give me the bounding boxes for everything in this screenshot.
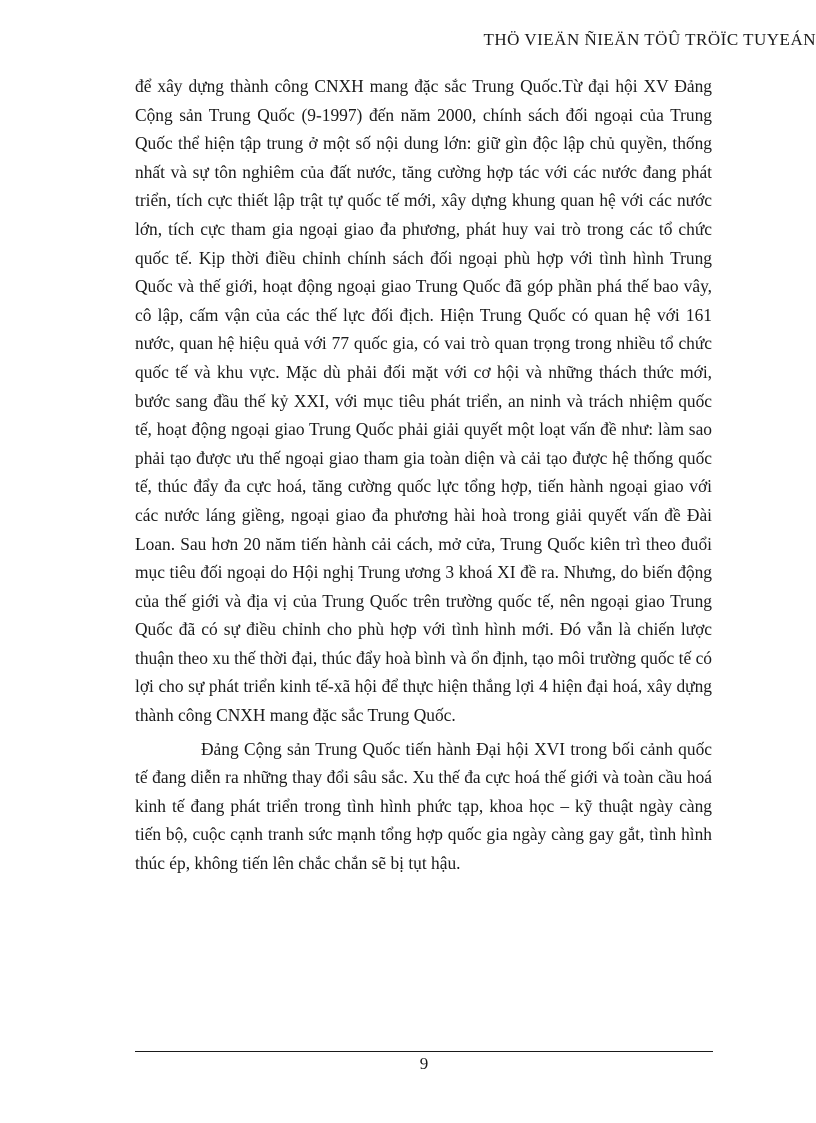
document-body: [135, 72, 712, 878]
paragraph-1: để xây dựng thành công CNXH mang đặc sắc Trung Quốc.Từ đại hội XV Đảng Cộng sản Trung Quốc (9-1997) đến năm 2000, chính sách đối ngoại của Trung Quốc thể hiện tập trung ở một số nội dung lớn: giữ gìn độc lập chủ quyền, thống nhất và sự tôn nghiêm của đất nước, tăng cường hợp tác với các nước đang phát triển, tích cực thiết lập trật tự quốc tế mới, xây dựng khung quan hệ với các nước lớn, tích cực tham gia ngoại giao đa phương, phát huy vai trò trong các tổ chức quốc tế. Kịp thời điều chỉnh chính sách đối ngoại phù hợp với tình hình Trung Quốc và thế giới, hoạt động ngoại giao Trung Quốc đã góp phần phá thế bao vây, cô lập, cấm vận của các thế lực đối địch. Hiện Trung Quốc có quan hệ với 161 nước, quan hệ hiệu quả với 77 quốc gia, có vai trò quan trọng trong nhiều tổ chức quốc tế và khu vực. Mặc dù phải đối mặt với cơ hội và những thách thức mới, bước sang đầu thế kỷ XXI, với mục tiêu phát triển, an ninh và trách nhiệm quốc tế, hoạt động ngoại giao Trung Quốc phải giải quyết một loạt vấn đề như: làm sao phải tạo được ưu thế ngoại giao tham gia toàn diện và cải tạo được hệ thống quốc tế, thúc đẩy đa cực hoá, tăng cường quốc lực tổng hợp, tiến hành ngoại giao với các nước láng giềng, ngoại giao đa phương hài hoà trong giải quyết vấn đề Đài Loan. Sau hơn 20 năm tiến hành cải cách, mở cửa, Trung Quốc kiên trì theo đuổi mục tiêu đối ngoại do Hội nghị Trung ương 3 khoá XI đề ra. Nhưng, do biến động của thế giới và địa vị của Trung Quốc trên trường quốc tế, nên ngoại giao Trung Quốc đã có sự điều chỉnh cho phù hợp với tình hình mới. Đó vẫn là chiến lược thuận theo xu thế thời đại, thúc đẩy hoà bình và ổn định, tạo môi trường quốc tế có lợi cho sự phát triển kinh tế-xã hội để thực hiện thắng lợi 4 hiện đại hoá, xây dựng thành công CNXH mang đặc sắc Trung Quốc.: [135, 76, 712, 726]
running-header: THÖ VIEÄN ÑIEÄN TÖÛ TRÖÏC TUYEÁN: [483, 30, 816, 49]
paragraph-2: Đảng Cộng sản Trung Quốc tiến hành Đại hội XVI trong bối cảnh quốc tế đang diễn ra những thay đổi sâu sắc. Xu thế đa cực hoá thế giới và toàn cầu hoá kinh tế đang phát triển trong tình hình phức tạp, khoa học – kỹ thuật ngày càng tiến bộ, cuộc cạnh tranh sức mạnh tổng hợp quốc gia ngày càng gay gắt, tình hình thúc ép, không tiến lên chắc chắn sẽ bị tụt hậu.: [135, 738, 712, 874]
footer-divider: [135, 1051, 713, 1052]
page-number: 9: [419, 1054, 429, 1073]
